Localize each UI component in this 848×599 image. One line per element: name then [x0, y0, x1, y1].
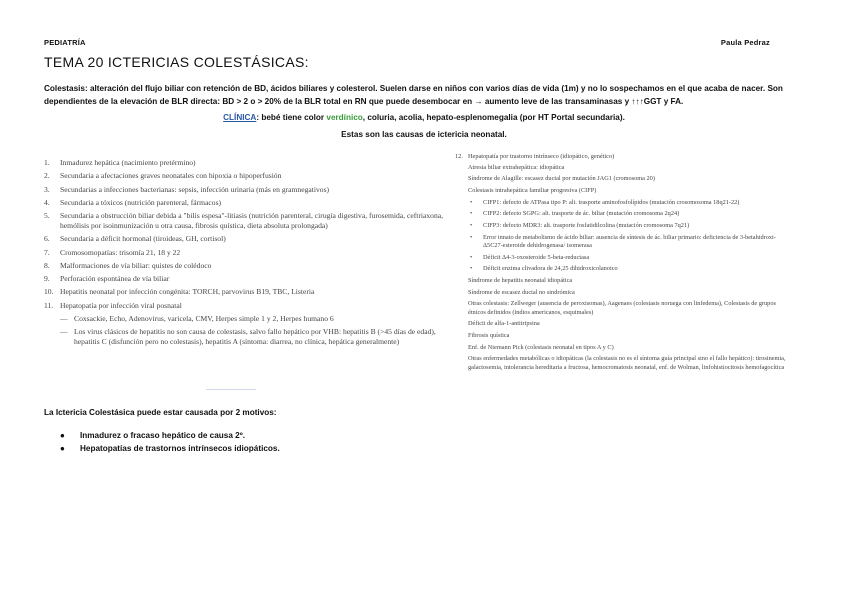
bullet-item: [468, 210, 790, 218]
item-text: Secundaria a obstrucción biliar debida a "bilis espesa"-litiasis (nutrición parenteral, cirugía digestiva, furosemida, ceftriaxona, hemólisis por isoinmunización u otra causa, fibrosis quística, dieta absoluta prolongada): [60, 211, 444, 230]
bullet-text: CIFP2: defecto SGPG: alt. trasporte de ác. biliar (mutación cromosoma 2q24): [483, 210, 680, 218]
right-line: Otras enfermedades metabólicas o idiopáticas (la colestasis no es el síntoma guía principal sino el fallo hepático): tirosinemia, galactosemia, intolerancia hereditaria a fructosa, hemocromatosis neonatal, enf. de Wolman, linfohistiocitosis hemofagocítica: [468, 355, 786, 371]
item-text: Cromosomopatías: trisomía 21, 18 y 22: [60, 247, 181, 257]
right-line: Colestasis intrahepática familiar progresiva (CIFP): [468, 186, 597, 194]
header-author: Paula Pedraz: [720, 38, 770, 47]
item-text: Inmadurez o fracaso hepático de causa 2º.: [80, 431, 245, 440]
item-number: 3.: [44, 184, 50, 194]
causes-intro: Estas son las causas de ictericia neonatal.: [341, 130, 507, 139]
clinica-line: [0, 113, 848, 122]
sub-list-item: [60, 314, 444, 324]
page-title: TEMA 20 ICTERICIAS COLESTÁSICAS:: [44, 54, 309, 70]
right-line: Síndrome de hepatitis neonatal idiopática: [468, 277, 573, 285]
bullet-text: Error innato de metabolismo de ácido biliar: ausencia de síntesis de ác. biliar primario: deficiencia de 3-betahidroxi-Δ5C27-esteroide dehidrogenasa/ isomerasa: [483, 233, 776, 249]
item-text: Hepatopatía por trastorno intrínseco (idiopático, genético): [468, 153, 615, 160]
sub-item-text: Los virus clásicos de hepatitis no son causa de colestasis, salvo fallo hepático por VHB: hepatitis B (>45 días de edad), hepatitis C (disfunción pero no colestasis), hepatitis A (síntoma: diarrea, no clínica, hepática generalmente): [74, 326, 436, 346]
right-causes-list: [455, 153, 790, 375]
right-line: Síndrome de escasez ductal no sindrómica: [468, 288, 575, 296]
item-text: Secundarias a infecciones bacterianas: sepsis, infección urinaria (más en gramnegativos): [60, 184, 330, 194]
bullet-icon: •: [470, 233, 473, 241]
right-line: Síndrome de Alagille: escasez ductal por mutación JAG1 (cromosoma 20): [468, 175, 655, 183]
bullet-icon: •: [470, 222, 473, 230]
bullet-icon: •: [470, 253, 473, 261]
intro-paragraph: Colestasis: alteración del flujo biliar con retención de BD, ácidos biliares y colesterol. Suelen darse en niños con varios días de vida (1m) y no lo sospechamos en el que acaba de nacer. Son dependientes de la elevación de BLR directa: BD > 2 o > 20% de la BLR total en RN que puede desembocar en → aumento leve de las transaminasas y ↑↑↑GGT y FA.: [44, 84, 783, 106]
list-item: [44, 261, 444, 271]
bullet-icon: ●: [60, 444, 65, 453]
bullet-item: [468, 199, 790, 207]
motivos-intro: La Ictericia Colestásica puede estar causada por 2 motivos:: [44, 408, 277, 417]
clinica-label: CLÍNICA: [223, 113, 257, 122]
list-item: [44, 198, 444, 208]
item-number: 12.: [455, 153, 463, 160]
bullet-text: Déficit enzima clivadora de 24,25 dihidroxicolanoico: [483, 265, 618, 273]
motivos-list: [60, 431, 280, 457]
item-number: 2.: [44, 171, 50, 181]
bullet-text: CIFP3: defecto MDR3: alt. trasporte fosfatidilcolina (mutación cromosoma 7q21): [483, 222, 690, 230]
item-text: Malformaciones de vía biliar: quistes de colédoco: [60, 260, 212, 270]
list-item: [44, 234, 444, 244]
item-number: 10.: [44, 287, 54, 297]
list-item: [44, 171, 444, 181]
item-text: Secundaria a déficit hormonal (tiroideas, GH, cortisol): [60, 234, 226, 244]
item-text: Hepatopatías de trastornos intrínsecos idiopáticos.: [80, 444, 280, 453]
item-number: 4.: [44, 197, 50, 207]
bullet-item: [468, 234, 790, 250]
sub-item-text: Coxsackie, Echo, Adenovirus, varicela, CMV, Herpes simple 1 y 2, Herpes humano 6: [74, 314, 334, 324]
list-item: [455, 153, 790, 160]
item-text: Hepatitis neonatal por infección congénita: TORCH, parvovirus B19, TBC, Listeria: [60, 287, 315, 297]
item-number: 6.: [44, 234, 50, 244]
right-line: Otras colestasis: Zellweger (ausencia de peroxisomas), Aagenaes (colestasis noruega con linfedema), Colestasis de grupos étnicos definidos (indios americanos, esquimales): [468, 300, 776, 316]
bullet-icon: •: [470, 265, 473, 273]
list-item: [44, 248, 444, 258]
list-item: [44, 274, 444, 284]
item-number: 11.: [44, 300, 54, 310]
item-number: 1.: [44, 158, 50, 167]
clinica-green-word: verdínico: [326, 113, 363, 122]
header-section-label: PEDIATRÍA: [44, 38, 86, 47]
item-text: Secundaria a tóxicos (nutrición parenteral, fármacos): [60, 197, 222, 207]
bullet-text: CIFP1: defecto de ATPasa tipo P: alt. trasporte aminofosfolípidos (mutación crosomosoma 18q21-22): [483, 198, 740, 206]
bullet-item: [468, 265, 790, 273]
right-line: Enf. de Niemann Pick (colestasis neonatal en tipos A y C): [468, 343, 614, 351]
clinica-text-b: , coluria, acolia, hepato-esplenomegalia (por HT Portal secundaria).: [362, 113, 625, 122]
bullet-icon: •: [470, 198, 473, 206]
item-text: Inmadurez hepática (nacimiento pretérmino): [60, 158, 196, 167]
list-item: [60, 431, 280, 440]
bullet-item: [468, 254, 790, 262]
dash-marker: —: [60, 326, 68, 336]
item-number: 8.: [44, 260, 50, 270]
right-line: Fibrosis quística: [468, 332, 510, 340]
list-item: [44, 301, 444, 311]
item-number: 9.: [44, 274, 50, 284]
list-item: [44, 158, 444, 168]
bullet-text: Déficit Δ4-3-oxosteroide 5-beta-reductasa: [483, 253, 590, 261]
list-item: [44, 287, 444, 297]
bullet-item: [468, 222, 790, 230]
left-causes-list: [44, 158, 444, 346]
bullet-icon: •: [470, 210, 473, 218]
clinica-text-a: : bebé tiene color: [256, 113, 327, 122]
bullet-icon: ●: [60, 431, 65, 440]
item-number: 7.: [44, 247, 50, 257]
divider: [206, 389, 256, 390]
list-item: [44, 211, 444, 231]
item-text: Perforación espontánea de vía biliar: [60, 274, 170, 284]
right-line: Atresia biliar extrahepática: idiopática: [468, 163, 565, 171]
item-text: Secundaria a afectaciones graves neonatales con hipoxia o hipoperfusión: [60, 171, 282, 181]
item-number: 5.: [44, 211, 50, 221]
sub-list-item: [60, 327, 444, 347]
right-line: Déficit de alfa-1-antitripsina: [468, 320, 540, 328]
item-text: Hepatopatía por infección viral posnatal: [60, 300, 182, 310]
list-item: [60, 444, 280, 453]
list-item: [44, 185, 444, 195]
dash-marker: —: [60, 314, 68, 324]
